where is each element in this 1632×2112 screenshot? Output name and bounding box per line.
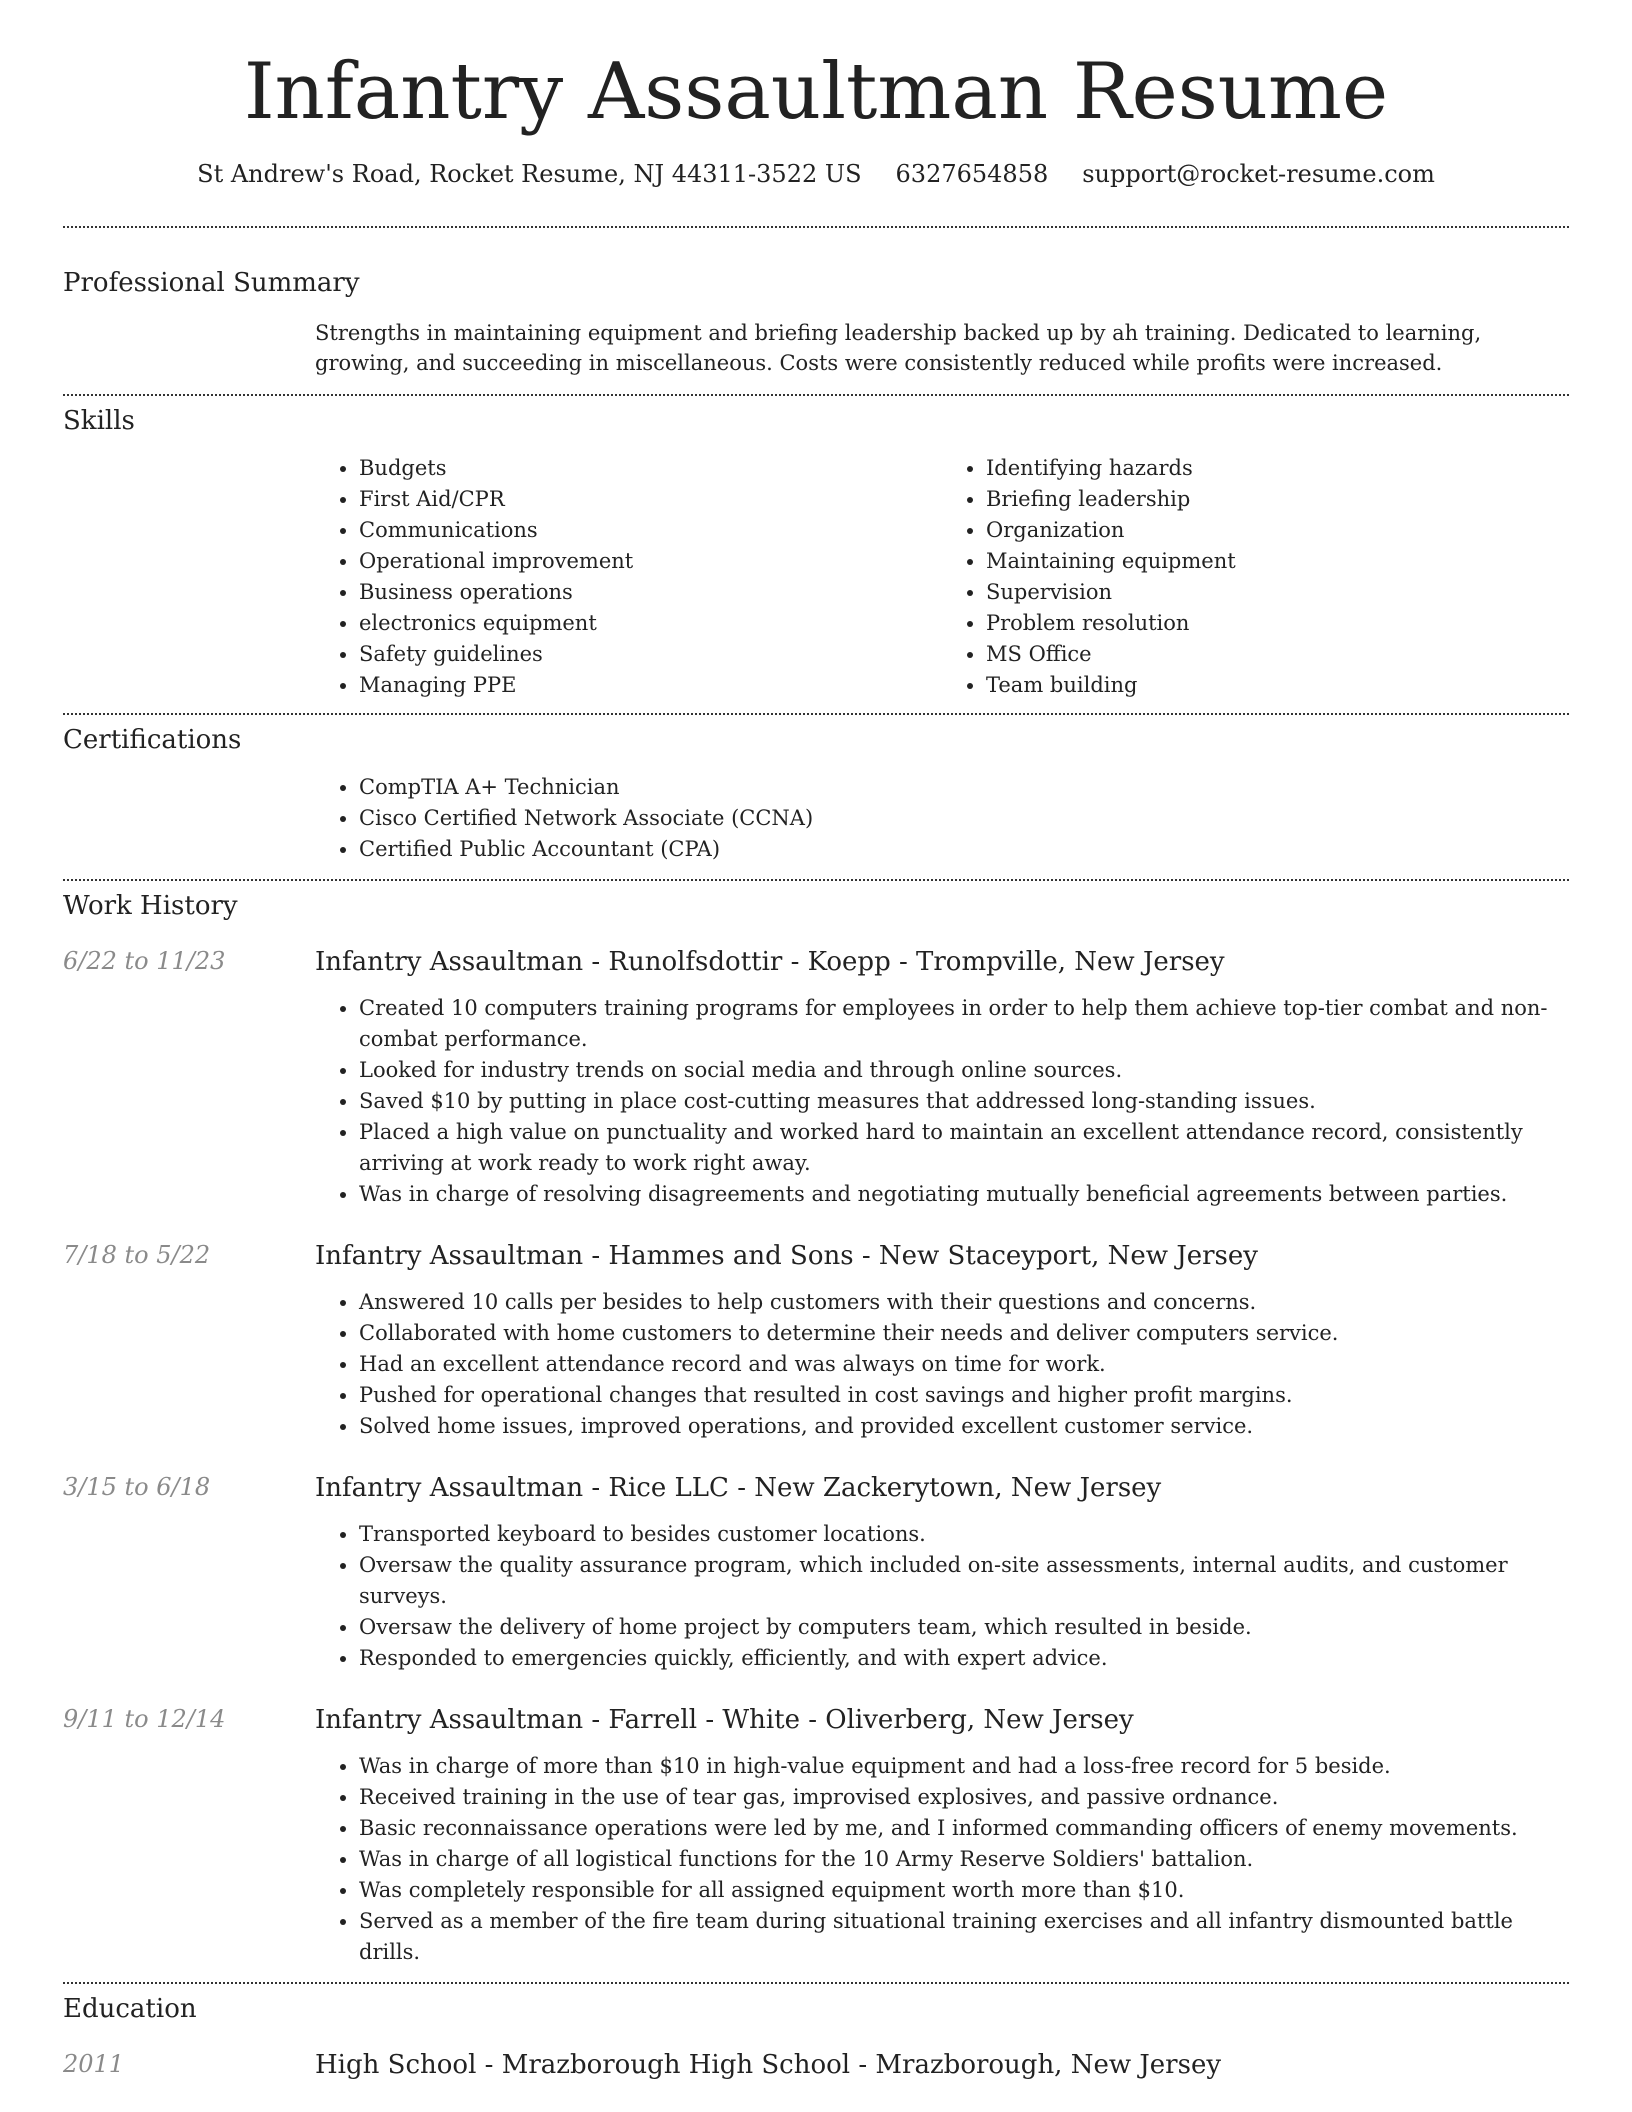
summary-section: [63, 228, 1569, 378]
job-bullets: [315, 1287, 1569, 1442]
list-item: • Was in charge of resolving disagreements and negotiating mutually beneficial agreements between parties.: [359, 1179, 1569, 1210]
list-item: • Operational improvement: [359, 546, 942, 577]
list-item: • Budgets: [359, 453, 942, 484]
list-item: • electronics equipment: [359, 608, 942, 639]
job-title: Infantry Assaultman - Rice LLC - New Zackerytown, New Jersey: [315, 1472, 1162, 1503]
list-item: • Looked for industry trends on social media and through online sources.: [359, 1055, 1569, 1086]
section-title: Certifications: [63, 724, 242, 755]
job-entry: [63, 947, 1569, 1210]
contact-phone: 6327654858: [895, 159, 1049, 188]
job-date: 9/11 to 12/14: [63, 1704, 226, 1733]
summary-text: Strengths in maintaining equipment and briefing leadership backed up by ah training. Dedicated to learning, growing, and succeeding in miscellaneous. Costs were consistently reduced while profits were increased.: [315, 320, 1482, 375]
list-item: • Oversaw the quality assurance program, which included on-site assessments, internal audits, and customer surveys.: [359, 1550, 1569, 1612]
list-item: • CompTIA A+ Technician: [359, 772, 1569, 803]
job-entry: [63, 1705, 1569, 1968]
skills-section: [63, 396, 1569, 701]
education-title: High School - Mrazborough High School - Mrazborough, New Jersey: [315, 2049, 1222, 2080]
list-item: • Organization: [986, 515, 1569, 546]
section-title: Work History: [63, 890, 238, 921]
job-date: 3/15 to 6/18: [63, 1472, 211, 1501]
list-item: • Cisco Certified Network Associate (CCNA): [359, 803, 1569, 834]
list-item: • Pushed for operational changes that resulted in cost savings and higher profit margins.: [359, 1380, 1569, 1411]
education-section: [63, 1984, 1569, 2080]
contact-address: St Andrew's Road, Rocket Resume, NJ 44311-3522 US: [197, 159, 862, 188]
section-title: Education: [63, 1993, 197, 2024]
job-title: Infantry Assaultman - Farrell - White - Oliverberg, New Jersey: [315, 1704, 1134, 1735]
resume-header: [0, 0, 1632, 188]
job-title: Infantry Assaultman - Hammes and Sons - New Staceyport, New Jersey: [315, 1240, 1258, 1271]
list-item: • Answered 10 calls per besides to help customers with their questions and concerns.: [359, 1287, 1569, 1318]
list-item: • Placed a high value on punctuality and worked hard to maintain an excellent attendance record, consistently arriving at work ready to work right away.: [359, 1117, 1569, 1179]
job-bullets: [315, 1519, 1569, 1674]
job-title: Infantry Assaultman - Runolfsdottir - Koepp - Trompville, New Jersey: [315, 946, 1225, 977]
list-item: • Team building: [986, 670, 1569, 701]
job-date: 7/18 to 5/22: [63, 1240, 211, 1269]
job-date: 6/22 to 11/23: [63, 946, 226, 975]
list-item: • First Aid/CPR: [359, 484, 942, 515]
education-entry: [63, 2050, 1569, 2080]
list-item: • Was in charge of all logistical functions for the 10 Army Reserve Soldiers' battalion.: [359, 1844, 1569, 1875]
skills-list-left: [315, 453, 942, 701]
list-item: • Had an excellent attendance record and was always on time for work.: [359, 1349, 1569, 1380]
list-item: • Saved $10 by putting in place cost-cutting measures that addressed long-standing issues.: [359, 1086, 1569, 1117]
list-item: • Problem resolution: [986, 608, 1569, 639]
certifications-section: [63, 715, 1569, 865]
section-title: Skills: [63, 405, 135, 436]
resume-title: Infantry Assaultman Resume: [243, 47, 1389, 137]
list-item: • Responded to emergencies quickly, efficiently, and with expert advice.: [359, 1643, 1569, 1674]
list-item: • Managing PPE: [359, 670, 942, 701]
education-date: 2011: [63, 2049, 125, 2078]
list-item: • Basic reconnaissance operations were led by me, and I informed commanding officers of enemy movements.: [359, 1813, 1569, 1844]
job-entry: [63, 1473, 1569, 1674]
work-history-section: [63, 881, 1569, 1968]
list-item: • Served as a member of the fire team during situational training exercises and all infantry dismounted battle drills.: [359, 1906, 1569, 1968]
list-item: • Oversaw the delivery of home project by computers team, which resulted in beside.: [359, 1612, 1569, 1643]
list-item: • Briefing leadership: [986, 484, 1569, 515]
list-item: • Collaborated with home customers to determine their needs and deliver computers service.: [359, 1318, 1569, 1349]
job-bullets: [315, 993, 1569, 1210]
job-bullets: [315, 1751, 1569, 1968]
list-item: • Identifying hazards: [986, 453, 1569, 484]
list-item: • Communications: [359, 515, 942, 546]
list-item: • Certified Public Accountant (CPA): [359, 834, 1569, 865]
list-item: • Transported keyboard to besides customer locations.: [359, 1519, 1569, 1550]
contact-line: [0, 160, 1632, 188]
list-item: • MS Office: [986, 639, 1569, 670]
contact-email: support@rocket-resume.com: [1082, 159, 1435, 188]
section-title: Professional Summary: [63, 267, 360, 298]
list-item: • Supervision: [986, 577, 1569, 608]
certifications-list: [315, 772, 1569, 865]
list-item: • Created 10 computers training programs for employees in order to help them achieve top-tier combat and non-combat performance.: [359, 993, 1569, 1055]
list-item: • Maintaining equipment: [986, 546, 1569, 577]
list-item: • Safety guidelines: [359, 639, 942, 670]
skills-list-right: [942, 453, 1569, 701]
list-item: • Business operations: [359, 577, 942, 608]
job-entry: [63, 1241, 1569, 1442]
list-item: • Was completely responsible for all assigned equipment worth more than $10.: [359, 1875, 1569, 1906]
list-item: • Received training in the use of tear gas, improvised explosives, and passive ordnance.: [359, 1782, 1569, 1813]
list-item: • Solved home issues, improved operations, and provided excellent customer service.: [359, 1411, 1569, 1442]
list-item: • Was in charge of more than $10 in high-value equipment and had a loss-free record for 5 beside.: [359, 1751, 1569, 1782]
